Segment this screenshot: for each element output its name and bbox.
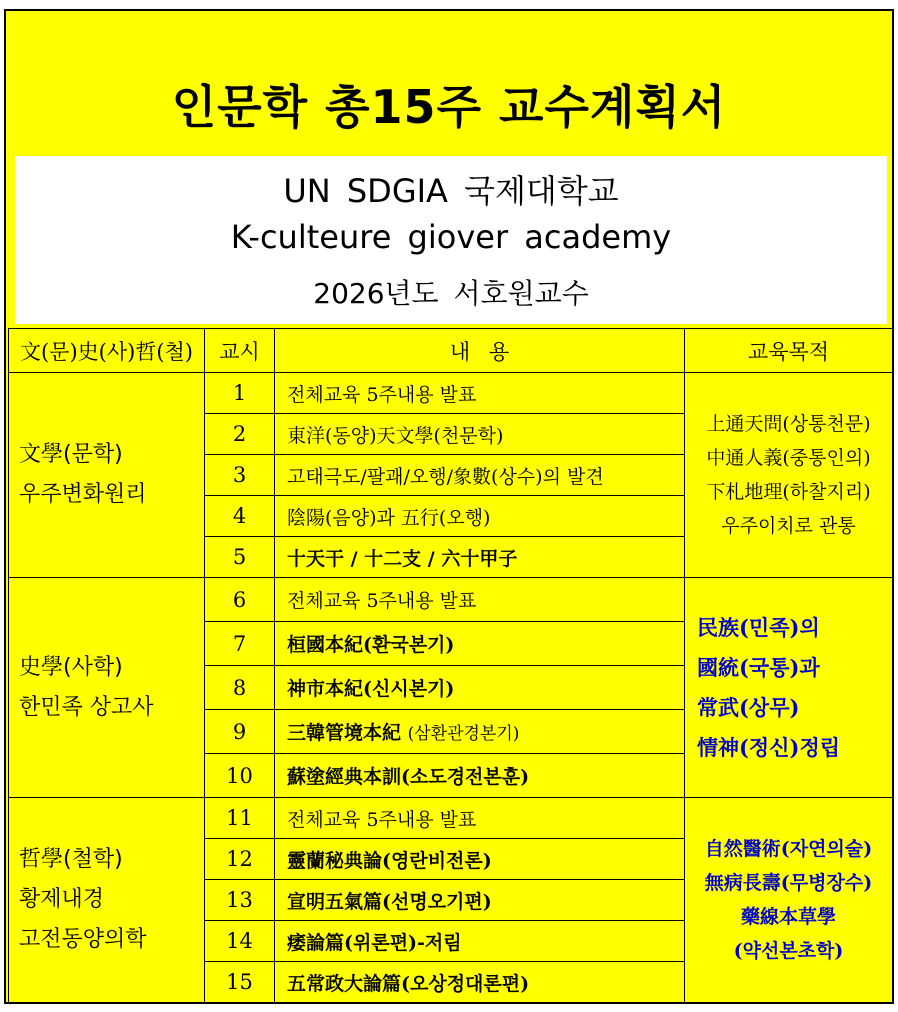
document-frame <box>4 9 894 1004</box>
page-title: 인문학 총15주 교수계획서 <box>171 80 727 134</box>
period-content: 十天干 / 十二支 / 六十甲子 <box>275 537 685 578</box>
period-number: 11 <box>205 798 275 839</box>
period-content: 전체교육 5주내용 발표 <box>275 373 685 414</box>
category-history: 史學(사학) 한민족 상고사 <box>9 578 205 798</box>
col-header-period: 교시 <box>205 329 275 373</box>
table-header-row <box>9 329 893 373</box>
period-number: 2 <box>205 414 275 455</box>
category-philosophy: 哲學(철학) 황제내경 고전동양의학 <box>9 798 205 1003</box>
period-content: 三韓管境本紀 (삼환관경본기) <box>275 710 685 754</box>
period-content: 神市本紀(신시본기) <box>275 666 685 710</box>
period-number: 4 <box>205 496 275 537</box>
period-content: 전체교육 5주내용 발표 <box>275 798 685 839</box>
period-content: 桓國本紀(환국본기) <box>275 622 685 666</box>
table-row <box>9 578 893 622</box>
period-number: 12 <box>205 839 275 880</box>
period-content: 宣明五氣篇(선명오기편) <box>275 880 685 921</box>
period-content: 東洋(동양)天文學(천문학) <box>275 414 685 455</box>
period-number: 15 <box>205 962 275 1003</box>
period-content: 전체교육 5주내용 발표 <box>275 578 685 622</box>
period-number: 9 <box>205 710 275 754</box>
goal-philosophy: 自然醫術(자연의술) 無病長壽(무병장수) 藥線本草學 (약선본초학) <box>685 798 893 1003</box>
col-header-category: 文(문)史(사)哲(철) <box>9 329 205 373</box>
university-name: UN SDGIA 국제대학교 <box>283 172 619 210</box>
table-row <box>9 373 893 414</box>
period-content: 五常政大論篇(오상정대론편) <box>275 962 685 1003</box>
goal-history: 民族(민족)의 國統(국통)과 常武(상무) 情神(정신)정립 <box>685 578 893 798</box>
period-number: 6 <box>205 578 275 622</box>
period-number: 14 <box>205 921 275 962</box>
period-content: 蘇塗經典本訓(소도경전본훈) <box>275 754 685 798</box>
period-number: 8 <box>205 666 275 710</box>
period-number: 1 <box>205 373 275 414</box>
period-content: 陰陽(음양)과 五行(오행) <box>275 496 685 537</box>
period-content: 고태극도/팔괘/오행/象數(상수)의 발견 <box>275 455 685 496</box>
period-content: 靈蘭秘典論(영란비전론) <box>275 839 685 880</box>
period-number: 13 <box>205 880 275 921</box>
col-header-content: 내 용 <box>275 329 685 373</box>
period-content: 痿論篇(위론편)-저림 <box>275 921 685 962</box>
col-header-goal: 교육목적 <box>685 329 893 373</box>
period-number: 3 <box>205 455 275 496</box>
plan-table <box>8 328 893 1003</box>
category-literature: 文學(문학) 우주변화원리 <box>9 373 205 578</box>
period-number: 10 <box>205 754 275 798</box>
academy-name: K-culteure giover academy <box>230 218 672 256</box>
header-box <box>15 156 887 324</box>
period-number: 5 <box>205 537 275 578</box>
period-number: 7 <box>205 622 275 666</box>
table-row <box>9 798 893 839</box>
goal-literature: 上通天問(상통천문) 中通人義(중통인의) 下札地理(하찰지리) 우주이치로 관통 <box>685 373 893 578</box>
year-professor: 2026년도 서호원교수 <box>313 277 589 310</box>
